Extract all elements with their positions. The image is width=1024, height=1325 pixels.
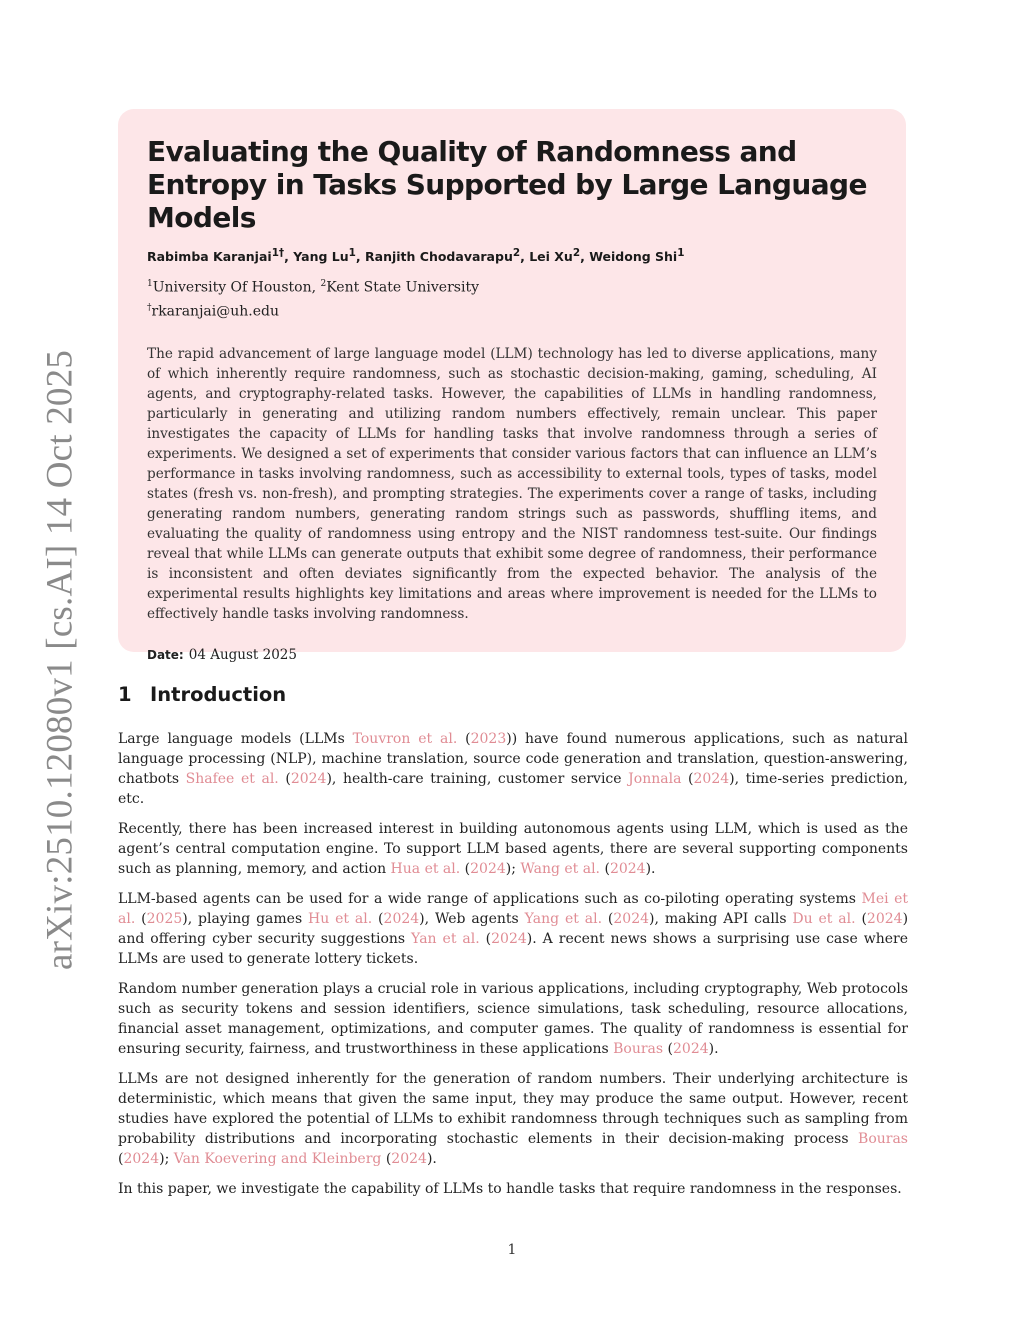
paragraph-text: );	[505, 861, 521, 877]
citation-link[interactable]: Touvron et al.	[352, 731, 458, 747]
paragraph-text: (	[278, 771, 291, 787]
body-paragraph	[118, 979, 908, 1059]
citation-link[interactable]: 2024	[609, 861, 646, 877]
paragraph-text: ), playing games	[182, 911, 309, 927]
paragraph-text: ).	[645, 861, 656, 877]
affiliation-marker: 1	[147, 279, 153, 290]
paragraph-text: (	[479, 931, 492, 947]
paragraph-text: In this paper, we investigate the capability of LLMs to handle tasks that require randomness in the responses.	[118, 1181, 902, 1197]
author-affiliation-marker: 2	[512, 247, 521, 259]
paragraph-text: (	[681, 771, 694, 787]
paragraph-text: (	[855, 911, 867, 927]
paragraph-text: ), Web agents	[419, 911, 525, 927]
body-paragraph	[118, 889, 908, 969]
paragraph-text: (	[118, 1151, 124, 1167]
citation-link[interactable]: Van Koevering and Kleinberg	[173, 1151, 382, 1167]
citation-link[interactable]: 2024	[491, 931, 527, 947]
citation-link[interactable]: Bouras	[858, 1131, 908, 1147]
paragraph-text: Large language models (LLMs	[118, 731, 353, 747]
paragraph-text: Recently, there has been increased interest in building autonomous agents using LLM, which is used as the agent’s central computation engine. To support LLM based agents, there are several supporting components such as planning, memory, and action	[118, 821, 908, 877]
paragraph-text: ). A recent news shows a surprising use case where LLMs are used to generate lottery tickets.	[118, 931, 908, 967]
author-name: Lei Xu	[529, 249, 573, 265]
citation-link[interactable]: Mei et al.	[118, 891, 908, 927]
section-heading	[118, 683, 286, 706]
paper-date: 04 August 2025	[188, 647, 297, 664]
body-text	[118, 729, 908, 1209]
paragraph-text: ) and offering cyber security suggestions	[118, 911, 909, 947]
citation-link[interactable]: 2024	[613, 911, 650, 927]
affiliation-marker: 2	[320, 279, 327, 290]
paragraph-text: LLM-based agents can be used for a wide range of applications such as co-piloting operating systems	[118, 891, 862, 907]
author-email[interactable]: rkaranjai@uh.edu	[151, 303, 279, 320]
date-label: Date:	[147, 648, 184, 663]
paragraph-text: ).	[426, 1151, 437, 1167]
author-name: Weidong Shi	[589, 249, 678, 265]
paragraph-text: ), making API calls	[649, 911, 793, 927]
paragraph-text: (	[663, 1041, 673, 1057]
citation-link[interactable]: Wang et al.	[520, 861, 601, 877]
section-title: Introduction	[150, 683, 287, 706]
email-marker: †	[147, 302, 152, 313]
citation-link[interactable]: 2024	[290, 771, 327, 787]
body-paragraph	[118, 1069, 908, 1169]
citation-link[interactable]: 2024	[391, 1151, 427, 1167]
author-affiliation-marker: 1	[348, 247, 356, 259]
date-line	[147, 647, 877, 663]
citation-link[interactable]: 2024	[123, 1151, 160, 1167]
affiliations	[147, 274, 877, 321]
citation-link[interactable]: Hu et al.	[308, 911, 373, 927]
body-paragraph	[118, 1179, 908, 1199]
author-affiliation-marker: 1	[677, 247, 685, 259]
citation-link[interactable]: Bouras	[613, 1041, 664, 1057]
paragraph-text: ), time-series prediction, etc.	[118, 771, 908, 807]
paragraph-text: (	[600, 861, 610, 877]
paragraph-text: (	[602, 911, 614, 927]
paragraph-text: (	[372, 911, 384, 927]
citation-link[interactable]: Du et al.	[792, 911, 856, 927]
citation-link[interactable]: 2024	[470, 861, 506, 877]
author-affiliation-marker: 2	[572, 247, 581, 259]
citation-link[interactable]: Yang et al.	[524, 911, 603, 927]
paragraph-text: (	[381, 1151, 392, 1167]
author-name: Yang Lu	[293, 249, 349, 265]
paragraph-text: (	[457, 731, 471, 747]
paragraph-text: (	[135, 911, 147, 927]
paragraph-text: )) have found numerous applications, such as natural language processing (NLP), machine translation, source code generation and translation, question-answering, chatbots	[118, 731, 908, 787]
affiliation-1: University Of Houston,	[152, 279, 321, 296]
page-number: 1	[507, 1242, 517, 1258]
paragraph-text: );	[159, 1151, 174, 1167]
affiliation-line	[147, 274, 877, 298]
paragraph-text: ), health-care training, customer service	[326, 771, 629, 787]
author-list: Rabimba Karanjai$^{1\dagger}$, Yang Lu$^1$, Ranjith Chodavarapu$^2$, Lei Xu$^2$, Weidong Shi$^1$	[147, 247, 685, 265]
author-name: Ranjith Chodavarapu	[365, 249, 513, 265]
abstract: The rapid advancement of large language model (LLM) technology has led to diverse applications, many of which inherently require randomness, such as stochastic decision-making, gaming, scheduling, AI agents, and cryptography-related tasks. However, the capabilities of LLMs in handling randomness, particularly in generating and utilizing random numbers effectively, remain unclear. This paper investigates the capacity of LLMs for handling tasks that involve randomness through a series of experiments. We designed a set of experiments that consider various factors that can influence an LLM’s performance in tasks involving randomness, such as accessibility to external tools, types of tasks, model states (fresh vs. non-fresh), and prompting strategies. The experiments cover a range of tasks, including generating random numbers, generating random strings such as passwords, shuffling items, and evaluating the quality of randomness using entropy and the NIST randomness test-suite. Our findings reveal that while LLMs can generate outputs that exhibit some degree of randomness, their performance is inconsistent and often deviates significantly from the expected behavior. The analysis of the experimental results highlights key limitations and areas where improvement is needed for the LLMs to effectively handle tasks involving randomness.	[147, 346, 877, 623]
citation-link[interactable]: Hua et al.	[390, 861, 461, 877]
citation-link[interactable]: Jonnala	[628, 771, 682, 787]
author-name: Rabimba Karanjai	[147, 249, 272, 265]
paragraph-text: ).	[708, 1041, 719, 1057]
paragraph-text: (	[460, 861, 471, 877]
citation-link[interactable]: 2024	[693, 771, 730, 787]
citation-link[interactable]: 2025	[146, 911, 183, 927]
body-paragraph	[118, 819, 908, 879]
title-block	[118, 109, 906, 664]
author-affiliation-marker: 1†	[271, 247, 285, 259]
section-number: 1	[118, 683, 132, 706]
paper-title: Evaluating the Quality of Randomness and Entropy in Tasks Supported by Large Language Models	[147, 135, 867, 234]
arxiv-stamp: arXiv:2510.12080v1 [cs.AI] 14 Oct 2025	[39, 349, 81, 971]
citation-link[interactable]: 2024	[866, 911, 903, 927]
citation-link[interactable]: 2023	[470, 731, 507, 747]
email-line	[147, 298, 877, 322]
citation-link[interactable]: Yan et al.	[411, 931, 480, 947]
body-paragraph	[118, 729, 908, 809]
affiliation-2: Kent State University	[326, 279, 479, 296]
citation-link[interactable]: 2024	[383, 911, 420, 927]
paragraph-text: LLMs are not designed inherently for the generation of random numbers. Their underlying architecture is deterministic, which means that given the same input, they may produce the same output. However, recent studies have explored the potential of LLMs to exhibit randomness through techniques such as sampling from probability distributions and incorporating stochastic elements in their decision-making process	[118, 1071, 908, 1147]
paragraph-text: Random number generation plays a crucial role in various applications, including cryptography, Web protocols such as security tokens and session identifiers, science simulations, task scheduling, resource allocations, financial asset management, optimizations, and computer games. The quality of randomness is essential for ensuring security, fairness, and trustworthiness in these applications	[118, 981, 908, 1057]
citation-link[interactable]: 2024	[673, 1041, 709, 1057]
citation-link[interactable]: Shafee et al.	[185, 771, 279, 787]
